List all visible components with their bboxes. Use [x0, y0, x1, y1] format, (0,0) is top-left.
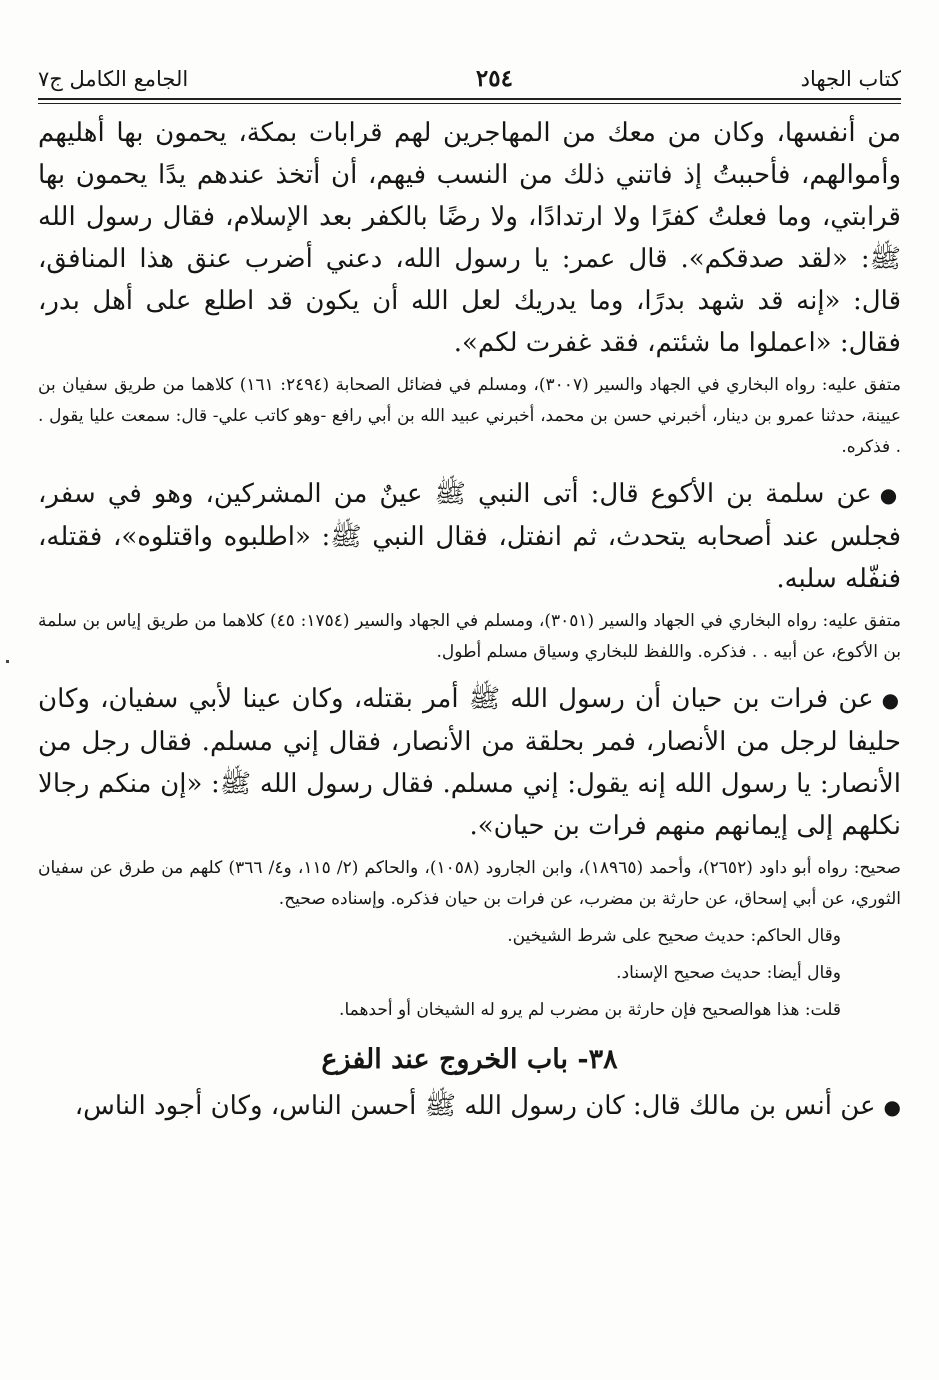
hadith-paragraph: ●عن سلمة بن الأكوع قال: أتى النبي ﷺ عينٌ من المشركين، وهو في سفر، فجلس عند أصحابه يتحدث، ثم انفتل، فقال النبي ﷺ: «اطلبوه واقتلوه»، فقتله، فنفّله سلبه.	[38, 479, 901, 594]
takhrij-note: صحيح: رواه أبو داود (٢٦٥٢)، وأحمد (١٨٩٦٥)، وابن الجارود (١٠٥٨)، والحاكم (٢/ ١١٥، و٤/ ٣٦٦) كلهم من طرق عن سفيان الثوري، عن أبي إسحاق، عن حارثة بن مضرب، عن فرات بن حيان فذكره. وإسناده صحيح.	[38, 858, 901, 909]
header-book-title: كتاب الجهاد	[800, 67, 901, 91]
bullet-icon: ●	[879, 483, 901, 507]
bullet-icon: ●	[881, 688, 902, 712]
hadith-paragraph: ●عن فرات بن حيان أن رسول الله ﷺ أمر بقتله، وكان عينا لأبي سفيان، وكان حليفا لرجل من الأنصار، فمر بحلقة من الأنصار، فقال إني مسلم. فقال رجل من الأنصار: يا رسول الله إنه يقول: إني مسلم. فقال رسول الله ﷺ: «إن منكم رجالا نكلهم إلى إيمانهم منهم فرات بن حيان».	[38, 684, 902, 841]
header-rule-thick	[38, 98, 901, 100]
running-header	[38, 56, 901, 90]
scan-speck	[6, 660, 9, 663]
author-comment: قلت: هذا هوالصحيح فإن حارثة بن مضرب لم يرو له الشيخان أو أحدهما.	[339, 1000, 841, 1020]
page-number: ٢٥٤	[475, 65, 513, 92]
chapter-heading: ٣٨- باب الخروج عند الفزع	[321, 1044, 618, 1075]
takhrij-note: متفق عليه: رواه البخاري في الجهاد والسير (٣٠٥١)، ومسلم في الجهاد والسير (١٧٥٤: ٤٥) كلاهما من طريق إياس بن سلمة بن الأكوع، عن أبيه . . فذكره. واللفظ للبخاري وسياق مسلم أطول.	[38, 611, 901, 662]
scholar-comment: وقال أيضا: حديث صحيح الإسناد.	[616, 963, 841, 983]
takhrij-note: متفق عليه: رواه البخاري في الجهاد والسير (٣٠٠٧)، ومسلم في فضائل الصحابة (٢٤٩٤: ١٦١) كلاهما من طريق سفيان بن عيينة، حدثنا عمرو بن دينار، أخبرني حسن بن محمد، أخبرني عبيد الله بن أبي رافع -وهو كاتب علي- قال: سمعت عليا يقول . . فذكره.	[38, 375, 901, 457]
book-page	[38, 56, 901, 1380]
bullet-icon: ●	[883, 1095, 901, 1119]
hadith-paragraph: من أنفسها، وكان من معك من المهاجرين لهم قرابات بمكة، يحمون بها أهليهم وأموالهم، فأحببتُ إذ فاتني ذلك من النسب فيهم، أن أتخذ عندهم يدًا يحمون بها قرابتي، وما فعلتُ كفرًا ولا ارتدادًا، ولا رضًا بالكفر بعد الإسلام، فقال رسول الله ﷺ: «لقد صدقكم». قال عمر: يا رسول الله، دعني أضرب عنق هذا المنافق، قال: «إنه قد شهد بدرًا، وما يدريك لعل الله أن يكون قد اطلع على أهل بدر، فقال: «اعملوا ما شئتم، فقد غفرت لكم».	[38, 118, 901, 358]
hadith-paragraph: ●عن أنس بن مالك قال: كان رسول الله ﷺ أحسن الناس، وكان أجود الناس،	[74, 1091, 901, 1121]
header-volume-title: الجامع الكامل ج٧	[38, 67, 189, 91]
header-rule-thin	[38, 103, 901, 104]
scholar-comment: وقال الحاكم: حديث صحيح على شرط الشيخين.	[507, 926, 841, 946]
